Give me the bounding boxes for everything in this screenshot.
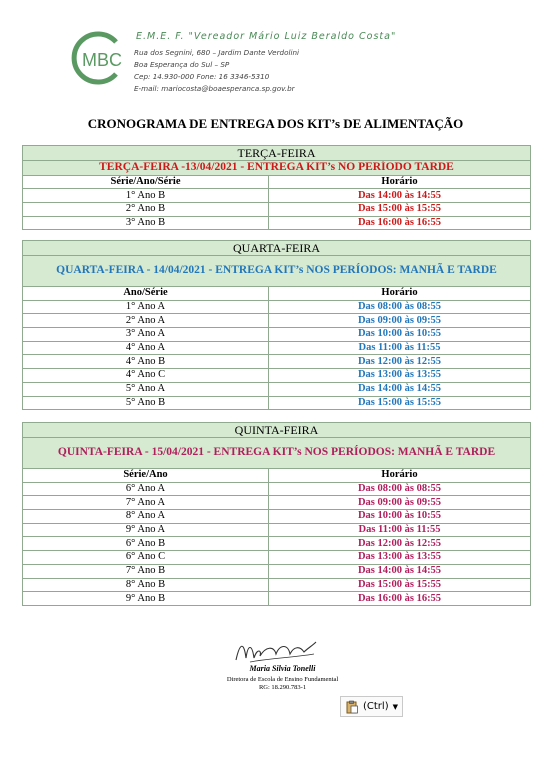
time-cell: Das 13:00 às 13:55 [269,369,531,383]
time-cell: Das 08:00 às 08:55 [269,300,531,314]
grade-cell: 6° Ano C [23,551,269,565]
table-row [23,537,531,551]
day-subtitle: TERÇA-FEIRA -13/04/2021 - ENTREGA KIT’s NO PERÍODO TARDE [23,161,531,176]
grade-cell: 2° Ano B [23,202,269,216]
grade-cell: 2° Ano A [23,314,269,328]
table-row [23,355,531,369]
day-subtitle: QUARTA-FEIRA - 14/04/2021 - ENTREGA KIT’s NOS PERÍODOS: MANHÃ E TARDE [23,256,531,287]
grade-cell: 7° Ano A [23,496,269,510]
grade-cell: 6° Ano A [23,482,269,496]
table-row [23,216,531,230]
table-row [23,592,531,606]
table-row [23,314,531,328]
time-cell: Das 14:00 às 14:55 [269,382,531,396]
time-cell: Das 11:00 às 11:55 [269,523,531,537]
time-cell: Das 14:00 às 14:55 [269,189,531,203]
time-cell: Das 15:00 às 15:55 [269,396,531,410]
time-cell: Das 14:00 às 14:55 [269,564,531,578]
schedule-table-wednesday [22,240,531,410]
grade-cell: 4° Ano B [23,355,269,369]
schedule-table-tuesday [22,145,531,230]
chevron-down-icon[interactable]: ▼ [392,702,398,711]
signature-role: Diretora de Escola de Ensino Fundamental [226,676,339,683]
time-cell: Das 12:00 às 12:55 [269,537,531,551]
day-heading: QUARTA-FEIRA [23,241,531,256]
day-heading: TERÇA-FEIRA [23,146,531,161]
column-header-grade: Série/Ano [23,469,269,483]
table-row [23,189,531,203]
time-cell: Das 11:00 às 11:55 [269,341,531,355]
address-city: Boa Esperança do Sul – SP [134,60,230,69]
table-row [23,496,531,510]
time-cell: Das 09:00 às 09:55 [269,496,531,510]
grade-cell: 8° Ano A [23,510,269,524]
grade-cell: 4° Ano A [23,341,269,355]
time-cell: Das 13:00 às 13:55 [269,551,531,565]
time-cell: Das 15:00 às 15:55 [269,578,531,592]
day-subtitle: QUINTA-FEIRA - 15/04/2021 - ENTREGA KIT’s NOS PERÍODOS: MANHÃ E TARDE [23,438,531,469]
table-row [23,300,531,314]
grade-cell: 3° Ano A [23,328,269,342]
table-row [23,551,531,565]
paste-options-button[interactable] [340,696,403,717]
column-header-time: Horário [269,175,531,189]
school-name: E.M.E. F. "Vereador Mário Luiz Beraldo Costa" [136,31,397,42]
table-row [23,578,531,592]
grade-cell: 7° Ano B [23,564,269,578]
time-cell: Das 12:00 às 12:55 [269,355,531,369]
logo-text: MBC [82,50,122,70]
table-row [23,202,531,216]
table-row [23,328,531,342]
table-row [23,341,531,355]
time-cell: Das 10:00 às 10:55 [269,510,531,524]
grade-cell: 1° Ano B [23,189,269,203]
schedule-table-thursday [22,422,531,606]
column-header-grade: Ano/Série [23,287,269,301]
table-row [23,510,531,524]
grade-cell: 3° Ano B [23,216,269,230]
table-row [23,382,531,396]
address-street: Rua dos Segnini, 680 – Jardim Dante Verdolini [134,48,300,57]
table-row [23,564,531,578]
time-cell: Das 16:00 às 16:55 [269,216,531,230]
table-row [23,369,531,383]
time-cell: Das 09:00 às 09:55 [269,314,531,328]
grade-cell: 9° Ano A [23,523,269,537]
column-header-time: Horário [269,287,531,301]
grade-cell: 9° Ano B [23,592,269,606]
time-cell: Das 15:00 às 15:55 [269,202,531,216]
address-email: E-mail: mariocosta@boaesperanca.sp.gov.br [134,84,295,93]
address-cep-phone: Cep: 14.930-000 Fone: 16 3346-5310 [134,72,270,81]
time-cell: Das 16:00 às 16:55 [269,592,531,606]
grade-cell: 6° Ano B [23,537,269,551]
grade-cell: 8° Ano B [23,578,269,592]
time-cell: Das 08:00 às 08:55 [269,482,531,496]
signature-rg: RG: 18.290.783-1 [258,684,307,691]
column-header-time: Horário [269,469,531,483]
paste-options-label: (Ctrl) [363,701,389,712]
grade-cell: 5° Ano A [23,382,269,396]
page-title: CRONOGRAMA DE ENTREGA DOS KIT’s DE ALIMENTAÇÃO [87,116,464,131]
time-cell: Das 10:00 às 10:55 [269,328,531,342]
table-row [23,482,531,496]
school-logo [68,28,128,88]
signature-name: Maria Silvia Tonelli [249,664,316,673]
table-row [23,396,531,410]
column-header-grade: Série/Ano/Série [23,175,269,189]
clipboard-icon [345,700,359,714]
table-row [23,523,531,537]
day-heading: QUINTA-FEIRA [23,423,531,438]
grade-cell: 4° Ano C [23,369,269,383]
grade-cell: 5° Ano B [23,396,269,410]
grade-cell: 1° Ano A [23,300,269,314]
